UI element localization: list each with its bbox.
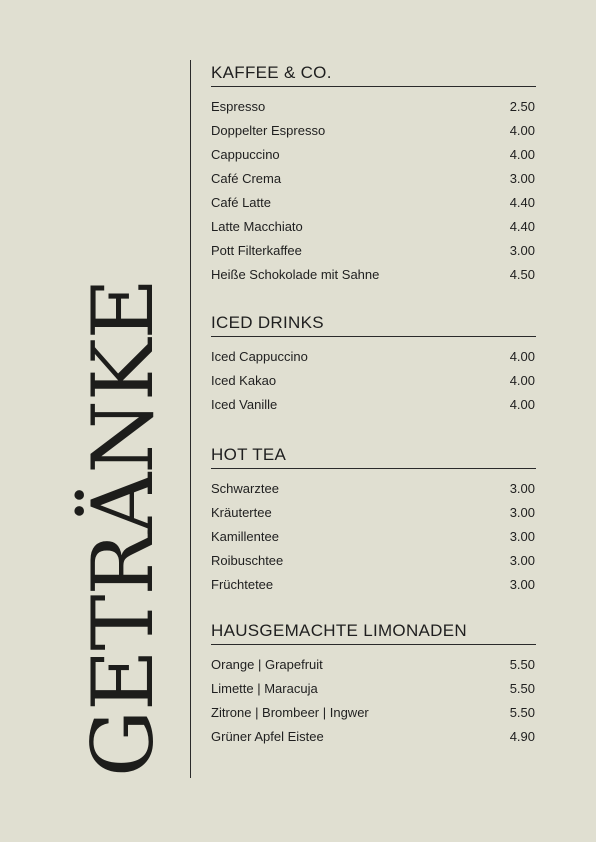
- item-price: 4.90: [509, 729, 535, 744]
- menu-item: [211, 191, 536, 215]
- item-price: 3.00: [509, 171, 535, 186]
- vertical-divider: [190, 60, 191, 778]
- menu-item: [211, 525, 536, 549]
- item-name: Cappuccino: [211, 147, 280, 162]
- menu-item: [211, 393, 536, 417]
- item-price: 5.50: [509, 681, 535, 696]
- menu-item: [211, 549, 536, 573]
- item-price: 3.00: [509, 481, 535, 496]
- menu-item: [211, 167, 536, 191]
- item-name: Iced Kakao: [211, 373, 277, 388]
- item-name: Doppelter Espresso: [211, 123, 326, 138]
- item-name: Pott Filterkaffee: [211, 243, 302, 258]
- menu-item: [211, 239, 536, 263]
- menu-item: [211, 119, 536, 143]
- section-kaffee: [211, 62, 536, 287]
- section-heading: ICED DRINKS: [211, 312, 536, 337]
- item-price: 3.00: [509, 529, 535, 544]
- menu-item: [211, 95, 536, 119]
- section-heading: HOT TEA: [211, 444, 536, 469]
- item-price: 5.50: [509, 705, 535, 720]
- menu-item: [211, 653, 536, 677]
- item-name: Heiße Schokolade mit Sahne: [211, 267, 380, 282]
- item-price: 4.50: [509, 267, 535, 282]
- item-name: Orange | Grapefruit: [211, 657, 323, 672]
- item-name: Iced Vanille: [211, 397, 278, 412]
- menu-item: [211, 573, 536, 597]
- item-name: Espresso: [211, 99, 266, 114]
- item-price: 4.40: [509, 195, 535, 210]
- item-name: Café Crema: [211, 171, 282, 186]
- item-name: Kräutertee: [211, 505, 272, 520]
- menu-item: [211, 143, 536, 167]
- section-heading: HAUSGEMACHTE LIMONADEN: [211, 620, 536, 645]
- item-price: 3.00: [509, 243, 535, 258]
- item-name: Schwarztee: [211, 481, 279, 496]
- menu-title-text: GETRÄNKE: [74, 279, 172, 777]
- item-name: Zitrone | Brombeer | Ingwer: [211, 705, 369, 720]
- menu-item: [211, 701, 536, 725]
- item-price: 3.00: [509, 505, 535, 520]
- item-name: Früchtetee: [211, 577, 274, 592]
- section-heading: KAFFEE & CO.: [211, 62, 536, 87]
- item-price: 3.00: [509, 553, 535, 568]
- item-name: Limette | Maracuja: [211, 681, 318, 696]
- menu-item: [211, 345, 536, 369]
- item-price: 4.00: [509, 123, 535, 138]
- item-price: 2.50: [509, 99, 535, 114]
- menu-item: [211, 477, 536, 501]
- item-price: 4.00: [509, 373, 535, 388]
- item-price: 4.00: [509, 147, 535, 162]
- item-price: 5.50: [509, 657, 535, 672]
- menu-item: [211, 501, 536, 525]
- item-price: 3.00: [509, 577, 535, 592]
- item-price: 4.00: [509, 397, 535, 412]
- menu-item: [211, 725, 536, 749]
- item-price: 4.00: [509, 349, 535, 364]
- item-name: Roibuschtee: [211, 553, 284, 568]
- section-hot-tea: [211, 444, 536, 597]
- item-name: Iced Cappuccino: [211, 349, 308, 364]
- section-iced-drinks: [211, 312, 536, 417]
- item-price: 4.40: [509, 219, 535, 234]
- menu-title-wrap: [74, 279, 172, 777]
- item-name: Kamillentee: [211, 529, 279, 544]
- menu-title: [74, 279, 172, 777]
- menu-item: [211, 263, 536, 287]
- item-name: Grüner Apfel Eistee: [211, 729, 324, 744]
- section-limonaden: [211, 620, 536, 749]
- menu-item: [211, 215, 536, 239]
- item-name: Café Latte: [211, 195, 271, 210]
- item-name: Latte Macchiato: [211, 219, 303, 234]
- menu-item: [211, 677, 536, 701]
- menu-item: [211, 369, 536, 393]
